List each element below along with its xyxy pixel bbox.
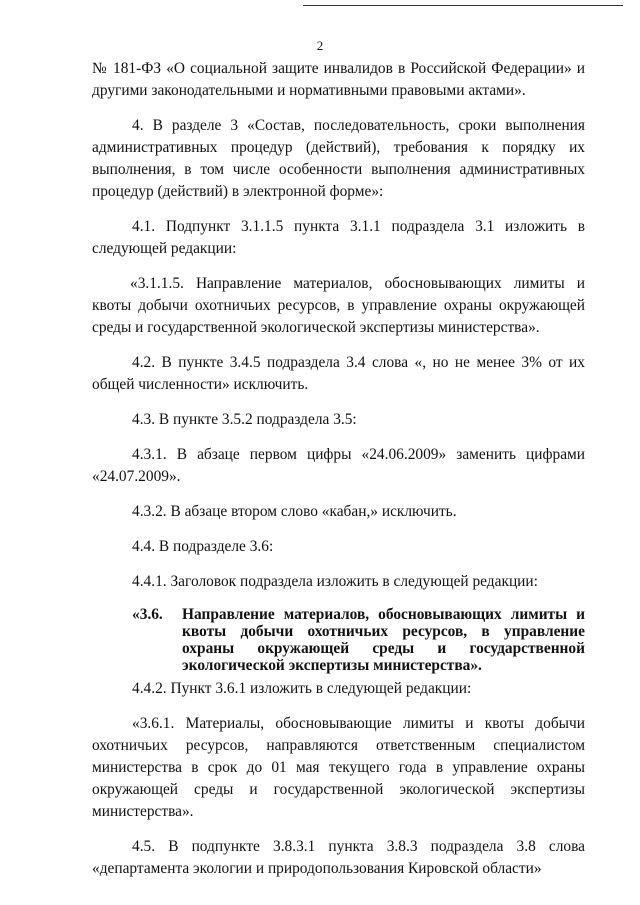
paragraph-10: 4.4.1. Заголовок подраздела изложить в следующей редакции: <box>132 573 538 590</box>
paragraph-6: 4.3. В пункте 3.5.2 подраздела 3.5: <box>132 411 357 428</box>
paragraph-12: «3.6.1. Материалы, обосновывающие лимиты и квоты добычи охотничьих ресурсов, направляются ответственным специалистом министерства в срок до 01 мая текущего года в управление охраны окружающей среды и государственной экологической экспертизы министерства». <box>92 715 585 820</box>
document-body <box>92 58 585 893</box>
paragraph-7: 4.3.1. В абзаце первом цифры «24.06.2009» заменить цифрами «24.07.2009». <box>92 446 585 485</box>
paragraph-2: 4. В разделе 3 «Состав, последовательность, сроки выполнения административных процедур (действий), требования к порядку их выполнения, в том числе особенности выполнения административных процедур (действий) в электронной форме»: <box>92 117 585 200</box>
paragraph-5: 4.2. В пункте 3.4.5 подраздела 3.4 слова «, но не менее 3% от их общей численности» исключить. <box>92 354 585 393</box>
page-number: 2 <box>316 38 324 53</box>
bold-section-heading <box>92 606 585 674</box>
paragraph-4: «3.1.1.5. Направление материалов, обосновывающих лимиты и квоты добычи охотничьих ресурсов, в управление охраны окружающей среды и государственной экологической экспертизы министерства». <box>92 275 585 336</box>
top-rule <box>303 5 623 6</box>
bold-heading-number: «3.6. <box>132 606 163 623</box>
paragraph-3: 4.1. Подпункт 3.1.1.5 пункта 3.1.1 подраздела 3.1 изложить в следующей редакции: <box>92 218 585 257</box>
paragraph-11: 4.4.2. Пункт 3.6.1 изложить в следующей редакции: <box>132 680 472 697</box>
paragraph-1: № 181-ФЗ «О социальной защите инвалидов в Российской Федерации» и другими законодательными и нормативными правовыми актами». <box>92 60 585 99</box>
paragraph-8: 4.3.2. В абзаце втором слово «кабан,» исключить. <box>132 503 457 520</box>
paragraph-13: 4.5. В подпункте 3.8.3.1 пункта 3.8.3 подраздела 3.8 слова «департамента экологии и природопользования Кировской области» <box>92 838 585 877</box>
bold-heading-text: Направление материалов, обосновывающих лимиты и квоты добычи охотничьих ресурсов, в управление охраны окружающей среды и государственной экологической экспертизы министерства». <box>182 606 585 674</box>
paragraph-9: 4.4. В подразделе 3.6: <box>132 538 274 555</box>
